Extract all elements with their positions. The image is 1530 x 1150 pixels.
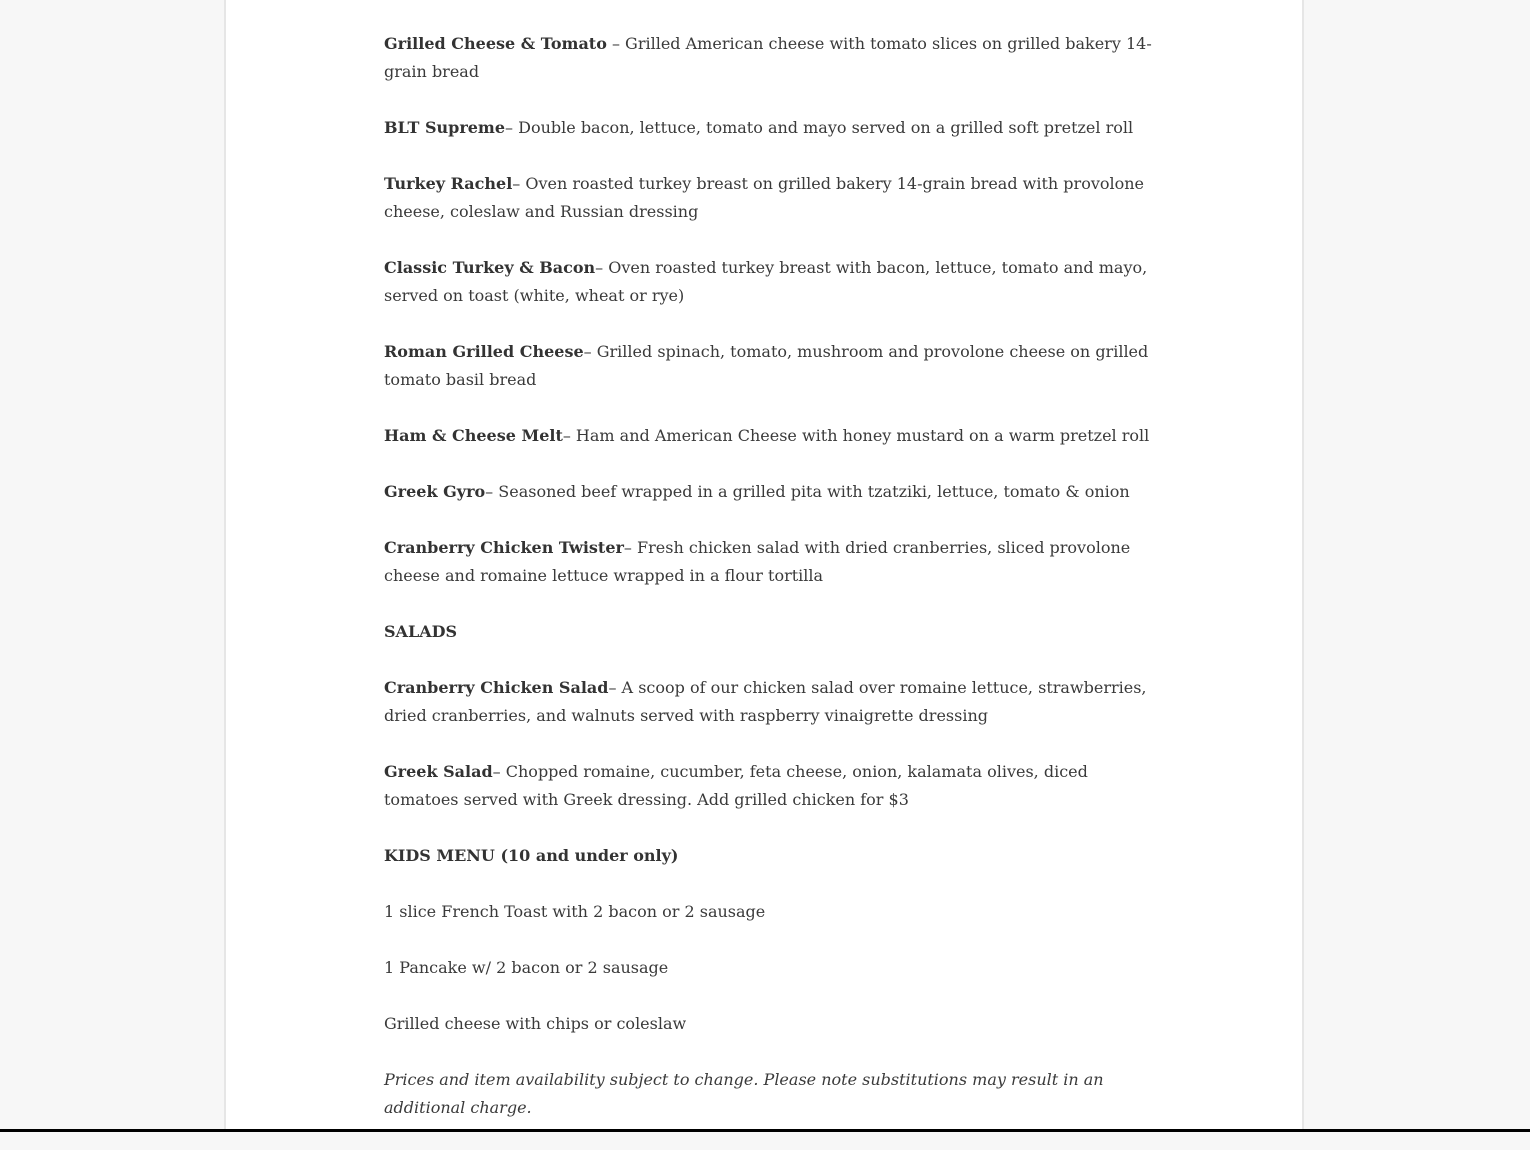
footnote: [384, 1066, 1154, 1122]
item-name: Turkey Rachel: [384, 174, 512, 193]
item-description: – Oven roasted turkey breast on grilled bakery 14-grain bread with provolone cheese, coleslaw and Russian dressing: [384, 174, 1144, 221]
menu-item-roman-grilled-cheese: [384, 338, 1154, 394]
item-description: – Ham and American Cheese with honey mustard on a warm pretzel roll: [563, 426, 1149, 445]
item-name: Ham & Cheese Melt: [384, 426, 563, 445]
menu-content: [384, 30, 1154, 1150]
item-description: – Grilled American cheese with tomato slices on grilled bakery 14-grain bread: [384, 34, 1152, 81]
menu-item-classic-turkey-bacon: [384, 254, 1154, 310]
kids-item: 1 Pancake w/ 2 bacon or 2 sausage: [384, 954, 1154, 982]
menu-item-grilled-cheese-tomato: [384, 30, 1154, 86]
page-container: [224, 0, 1304, 1132]
kids-item: Grilled cheese with chips or coleslaw: [384, 1010, 1154, 1038]
heading-text: KIDS MENU (10 and under only): [384, 846, 679, 865]
menu-item-greek-salad: [384, 758, 1154, 814]
item-name: Grilled Cheese & Tomato: [384, 34, 607, 53]
item-description: – Chopped romaine, cucumber, feta cheese, onion, kalamata olives, diced tomatoes served with Greek dressing. Add grilled chicken for $3: [384, 762, 1088, 809]
menu-item-greek-gyro: [384, 478, 1154, 506]
item-name: BLT Supreme: [384, 118, 505, 137]
item-description: – A scoop of our chicken salad over romaine lettuce, strawberries, dried cranberries, and walnuts served with raspberry vinaigrette dressing: [384, 678, 1147, 725]
item-name: Greek Salad: [384, 762, 493, 781]
footnote-text: Prices and item availability subject to change. Please note substitutions may result in an additional charge.: [384, 1070, 1104, 1117]
item-name: Roman Grilled Cheese: [384, 342, 584, 361]
item-description: – Seasoned beef wrapped in a grilled pita with tzatziki, lettuce, tomato & onion: [485, 482, 1130, 501]
heading-text: SALADS: [384, 622, 457, 641]
item-name: Cranberry Chicken Twister: [384, 538, 624, 557]
section-heading-kids-menu: [384, 842, 1154, 870]
menu-item-blt-supreme: [384, 114, 1154, 142]
item-name: Greek Gyro: [384, 482, 485, 501]
item-description: – Grilled spinach, tomato, mushroom and provolone cheese on grilled tomato basil bread: [384, 342, 1148, 389]
item-description: – Oven roasted turkey breast with bacon, lettuce, tomato and mayo, served on toast (white, wheat or rye): [384, 258, 1147, 305]
section-heading-salads: [384, 618, 1154, 646]
menu-item-cranberry-chicken-twister: [384, 534, 1154, 590]
item-name: Cranberry Chicken Salad: [384, 678, 608, 697]
item-name: Classic Turkey & Bacon: [384, 258, 595, 277]
menu-item-turkey-rachel: [384, 170, 1154, 226]
menu-item-ham-cheese-melt: [384, 422, 1154, 450]
menu-item-cranberry-chicken-salad: [384, 674, 1154, 730]
kids-item: 1 slice French Toast with 2 bacon or 2 sausage: [384, 898, 1154, 926]
item-description: – Double bacon, lettuce, tomato and mayo served on a grilled soft pretzel roll: [505, 118, 1133, 137]
item-description: – Fresh chicken salad with dried cranberries, sliced provolone cheese and romaine lettuce wrapped in a flour tortilla: [384, 538, 1130, 585]
